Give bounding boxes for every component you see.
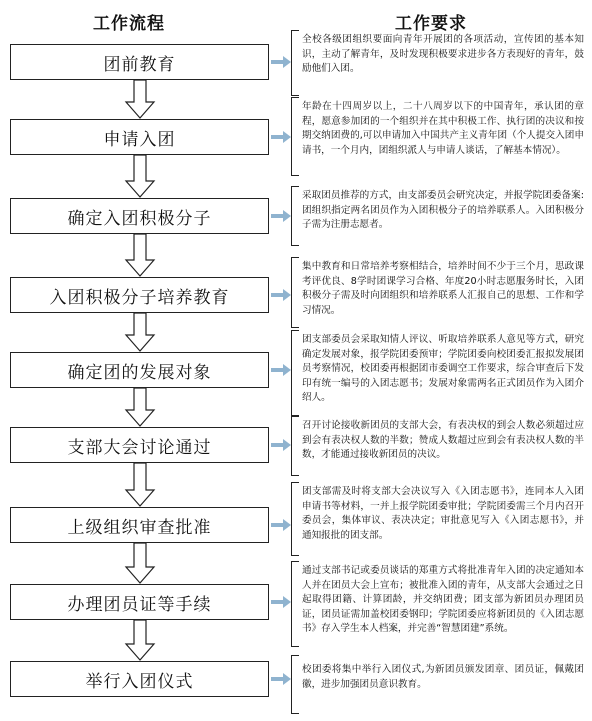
- step-box-approval: 上级组织审查批准: [10, 507, 269, 543]
- link-arrow-icon: [271, 439, 291, 451]
- requirement-text-ceremony: 校团委将集中举行入团仪式,为新团员颁发团章、团员证，佩戴团徽，进步加强团员意识教育。: [302, 664, 584, 690]
- requirement-text-approval: 团支部需及时将支部大会决议写入《入团志愿书》，连同本人入团申请书等材料，一并上报学院团委审批；学院团委需三个月内召开委员会，集体审议、表决决定；审批意见写入《入团志愿书》，并通知报批的团支部。: [302, 486, 584, 541]
- link-arrow-icon: [271, 519, 291, 531]
- link-arrow-icon: [271, 673, 291, 685]
- flow-down-arrow: [123, 463, 157, 507]
- requirement-text-pre-education: 全校各级团组织要面向青年开展团的各项活动，宣传团的基本知识，主动了解青年，及时发现积极要求进步各方表现好的青年，鼓励他们入团。: [302, 34, 584, 75]
- step-box-branch-meeting: 支部大会讨论通过: [10, 427, 269, 463]
- step-box-ceremony: 举行入团仪式: [10, 661, 269, 697]
- link-arrow-icon: [271, 596, 291, 608]
- requirement-text-training: 集中教育和日常培养考察相结合，培养时间不少于三个月，思政课考评优良、8学时团课学习合格、年度20小时志愿服务时长，入团积极分子需及时向团组织和培养联系人汇报自己的思想、工作和学习情况。: [302, 261, 584, 316]
- step-box-activist: 确定入团积极分子: [10, 198, 269, 234]
- flow-down-arrow: [123, 234, 157, 277]
- step-box-pre-education: 团前教育: [10, 44, 269, 80]
- flow-down-arrow: [123, 620, 157, 661]
- step-box-development-target: 确定团的发展对象: [10, 352, 269, 388]
- step-box-procedures: 办理团员证等手续: [10, 584, 269, 620]
- flow-down-arrow: [123, 313, 157, 352]
- requirement-text-development-target: 团支部委员会采取知情人评议、听取培养联系人意见等方式，研究确定发展对象，报学院团委预审；学院团委向校团委汇报拟发展团员考察情况，校团委再根据团市委调空工作要求，综合审查后下发印有统一编号的入团志愿书；发展对象需两名正式团员作为入团介绍人。: [302, 334, 584, 404]
- requirement-text-branch-meeting: 召开讨论接收新团员的支部大会，有表决权的到会人数必须超过应到会有表决权人数的半数；赞成人数超过应到会有表决权人数的半数，才能通过接收新团员的决议。: [302, 420, 584, 461]
- requirement-text-procedures: 通过支部书记或委员谈话的郑重方式将批准青年入团的决定通知本人并在团员大会上宣布；被批准入团的青年，从支部大会通过之日起取得团籍、计算团龄，并交纳团费；团支部为新团员办理团员证，团员证需加盖校团委钢印；学院团委应将新团员的《入团志愿书》存入学生本人档案，并完善“智慧团建”系统。: [302, 565, 584, 635]
- link-arrow-icon: [271, 289, 291, 301]
- step-box-training: 入团积极分子培养教育: [10, 277, 269, 313]
- requirement-text-activist: 采取团员推荐的方式，由支部委员会研究决定，并报学院团委备案:团组织指定两名团员作为入团积极分子的培养联系人。入团积极分子需为注册志愿者。: [302, 190, 584, 231]
- flow-down-arrow: [123, 543, 157, 584]
- requirements-header: 工作要求: [395, 14, 467, 34]
- step-box-apply: 申请入团: [10, 119, 269, 155]
- link-arrow-icon: [271, 210, 291, 222]
- link-arrow-icon: [271, 364, 291, 376]
- flow-down-arrow: [123, 80, 157, 119]
- flow-down-arrow: [123, 155, 157, 198]
- requirement-text-apply: 年龄在十四周岁以上，二十八周岁以下的中国青年，承认团的章程，愿意参加团的一个组织并在其中积极工作、执行团的决议和按期交纳团费的,可以申请加入中国共产主义青年团（个人提交入团申请书，一个月内，团组织派人与申请人谈话，了解基本情况）。: [302, 101, 584, 156]
- link-arrow-icon: [271, 131, 291, 143]
- process-header: 工作流程: [93, 14, 165, 34]
- flow-down-arrow: [123, 388, 157, 427]
- link-arrow-icon: [271, 56, 291, 68]
